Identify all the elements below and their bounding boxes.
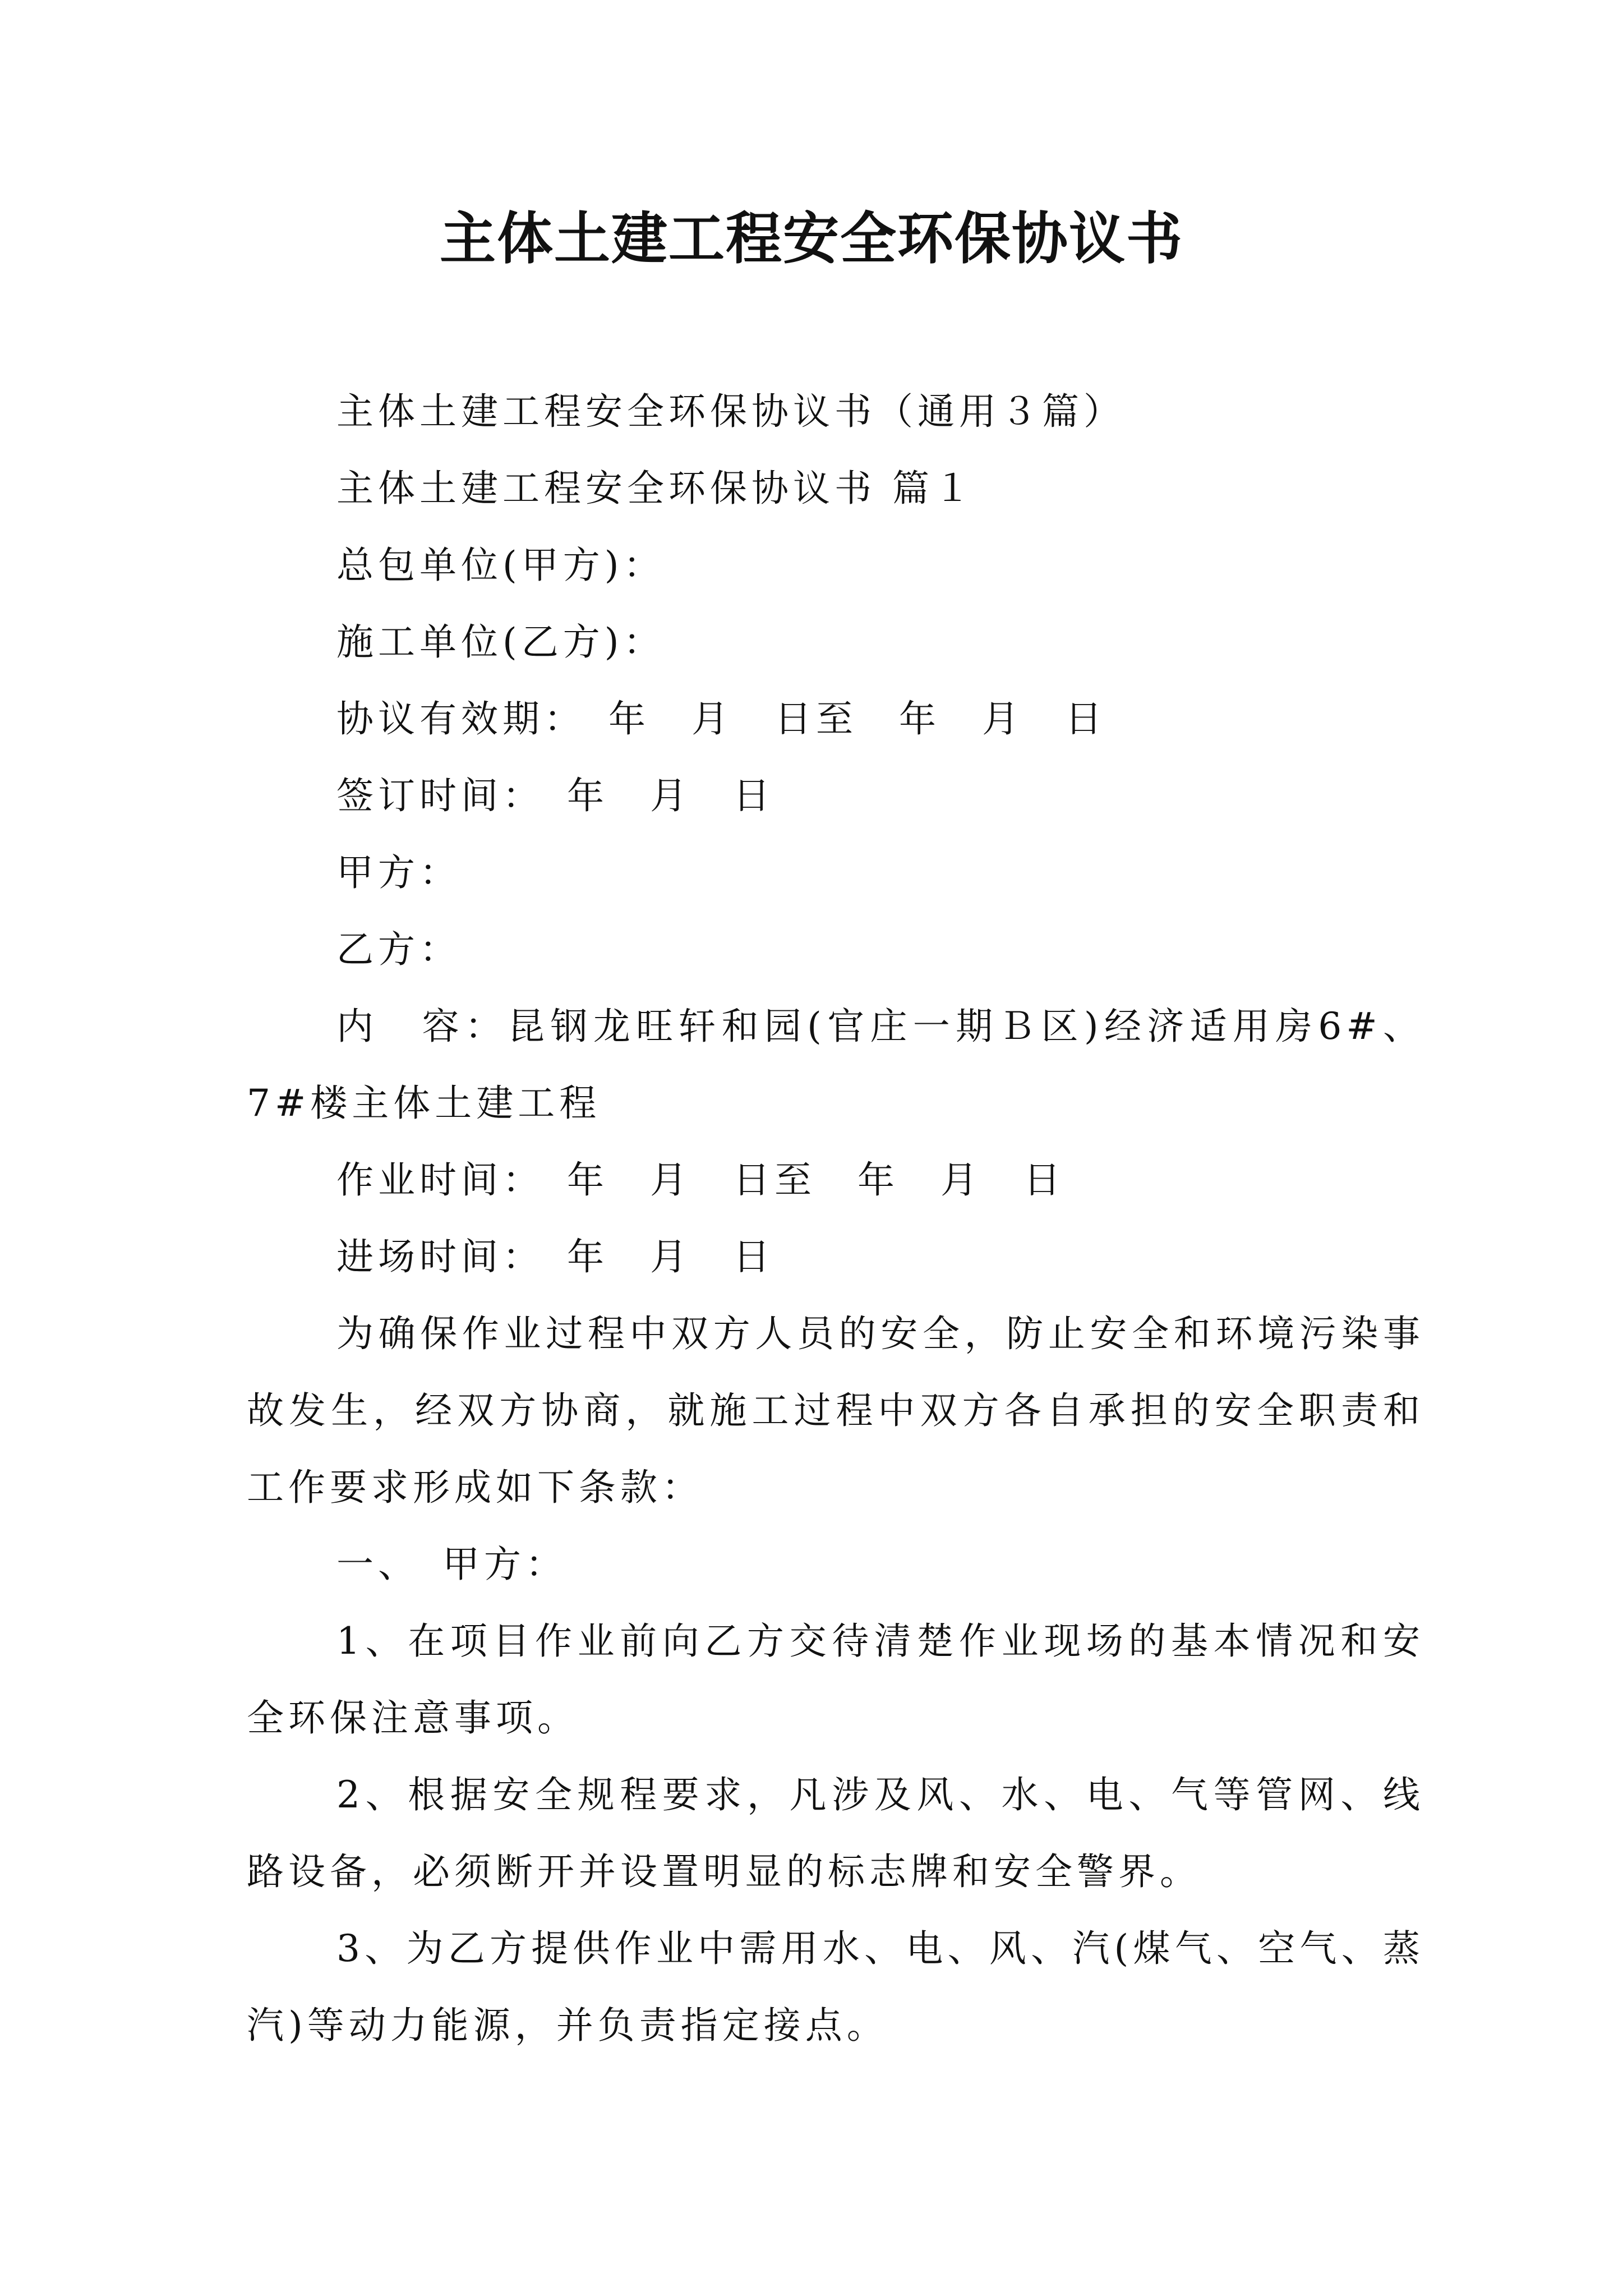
document-body xyxy=(247,373,1424,2064)
field-content: 内 容：昆钢龙旺轩和园(官庄一期Ｂ区)经济适用房6#、7#楼主体土建工程 xyxy=(247,1005,1424,1125)
field-contractor: 总包单位(甲方)： xyxy=(336,544,665,587)
clause-item: 2、根据安全规程要求，凡涉及风、水、电、气等管网、线路设备，必须断开并设置明显的标志牌和安全警界。 xyxy=(247,1773,1424,1893)
field-sign-date: 签订时间： 年 月 日 xyxy=(336,774,774,817)
field-party-a: 甲方： xyxy=(336,851,461,894)
clause-item: 1、在项目作业前向乙方交待清楚作业现场的基本情况和安全环保注意事项。 xyxy=(247,1619,1424,1740)
clause-heading: 一、 甲方： xyxy=(336,1543,567,1586)
field-work-time: 作业时间： 年 月 日至 年 月 日 xyxy=(336,1158,1065,1202)
field-validity: 协议有效期： 年 月 日至 年 月 日 xyxy=(336,697,1106,740)
field-builder: 施工单位(乙方)： xyxy=(336,620,665,664)
field-party-b: 乙方： xyxy=(336,928,461,971)
field-entry-time: 进场时间： 年 月 日 xyxy=(336,1235,774,1278)
document-title: 主体土建工程安全环保协议书 xyxy=(440,205,1183,272)
section-heading: 主体土建工程安全环保协议书 篇１ xyxy=(336,467,975,510)
clause-item: 3、为乙方提供作业中需用水、电、风、汽(煤气、空气、蒸汽)等动力能源，并负责指定接点。 xyxy=(247,1927,1424,2047)
intro-paragraph: 为确保作业过程中双方人员的安全，防止安全和环境污染事故发生，经双方协商，就施工过程中双方各自承担的安全职责和工作要求形成如下条款： xyxy=(247,1312,1424,1509)
document-subtitle: 主体土建工程安全环保协议书（通用３篇） xyxy=(336,390,1125,433)
